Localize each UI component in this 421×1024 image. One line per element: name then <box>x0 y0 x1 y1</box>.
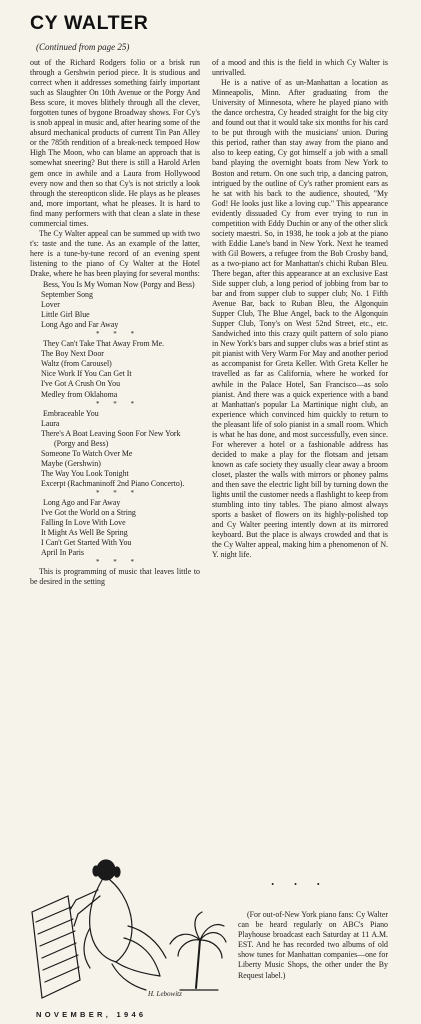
song-title: Someone To Watch Over Me <box>41 448 133 458</box>
song-list <box>30 280 200 567</box>
song-title: Long Ago and Far Away <box>41 320 119 330</box>
radio-note-text: (For out-of-New York piano fans: Cy Walter can be heard regularly on ABC's Piano Playhouse broadcast each Saturday at 11 A.M. EST. And he has recorded two albums of old show tunes for Manhattan companies—one for Liberty Music Shops, the other under the By Request label.) <box>238 910 388 980</box>
pianist-caricature-illustration <box>28 830 228 1000</box>
illustrator-signature: H. Lebowitz <box>148 990 182 998</box>
song-title: Maybe (Gershwin) <box>41 458 101 468</box>
song-separator: * * * <box>96 330 140 339</box>
song-separator: * * * <box>96 399 140 408</box>
song-title: The Way You Look Tonight <box>41 468 129 478</box>
song-title: Laura <box>41 418 60 428</box>
right-separator: • • • <box>271 880 329 889</box>
left-column <box>30 58 200 856</box>
song-title: It Might As Well Be Spring <box>41 528 128 538</box>
issue-date-footer: NOVEMBER, 1946 <box>36 1010 147 1019</box>
song-title: I've Got A Crush On You <box>41 379 121 389</box>
song-title: They Can't Take That Away From Me. <box>43 339 165 349</box>
song-title: Bess, You Is My Woman Now (Porgy and Bess) <box>43 280 195 290</box>
right-paragraph-1: of a mood and this is the field in which Cy Walter is unrivalled. <box>212 58 388 78</box>
song-title: Little Girl Blue <box>41 310 90 320</box>
song-title: I've Got the World on a String <box>41 507 136 517</box>
song-title: Embraceable You <box>43 408 99 418</box>
song-separator: * * * <box>96 558 140 567</box>
left-paragraph-2: The Cy Walter appeal can be summed up with two t's: taste and the tune. As an example of the latter, here is a tune-by-tune record of an evening spent listening to the piano of Cy Walter at the Hotel Drake, where he has been playing for several months: <box>30 228 200 278</box>
radio-note <box>238 910 388 981</box>
song-title: September Song <box>41 290 93 300</box>
song-title: I Can't Get Started With You <box>41 538 132 548</box>
song-title: Falling In Love With Love <box>41 518 126 528</box>
song-title: April In Paris <box>41 548 84 558</box>
song-group-3 <box>30 409 200 489</box>
song-title: Medley from Oklahoma <box>41 389 118 399</box>
song-title: The Boy Next Door <box>41 349 104 359</box>
left-paragraph-1: out of the Richard Rodgers folio or a brisk run through a Gershwin period piece. It is studious and correct when it addresses something fairly important such as Slaughter On 10th Avenue or the Porgy And Bess score, it moves blithely through all the clever, forgotten tunes of bygone Broadway shows. For Cy's is snob appeal in music and, after hearing some of the absurd mechanical products of current Tin Pan Alley or the 785th rendition of a break-neck tempoed How High The Moon, who can blame an approach that is somewhat sneering? But there is still a Harold Arlen gem once in awhile and a Laura from Hollywood every now and then so that Cy's is not strictly a look through the stereopticon slide. He plays as he pleases and, more important, what he pleases. It is hard to find many performers with that clean a slate in these commercial times. <box>30 58 200 228</box>
song-group-1 <box>30 280 200 330</box>
song-separator: * * * <box>96 488 140 497</box>
song-group-4 <box>30 498 200 558</box>
right-paragraph-2: He is a native of as un-Manhattan a location as Minneapolis, Minn. After graduating from the University of Minnesota, where he played piano with the dance orchestra, Cy headed straight for the big city and found out that it would take six months for his card to be put through with the musicians' union. During this period, rather than stay away from the piano and also to keep eating, Cy got himself a job with a small band playing the overnight boats from New York to Boston and return. On one such trip, a dancing patron, intrigued by the outline of Cy's rather promient ears as he sat with his back to the audience, shouted, "My God! He looks just like a loving cup." This appearance evidently dissuaded Cy from ever trying to run in competition with Eddy Duchin or any of the other slick society maestri. So, in 1938, he took a job at the piano with Eddie Lane's band in New York. Next he teamed with Gil Bowers, a refugee from the Bob Crosby band, as a two-piano act for Manhattan's chichi Ruban Bleu. There began, after this appearance at an exclusive East Side supper club, a long period of jobbing from bar to bar and from supper club to supper club; No. 1 Fifth Avenue Bar, back to Ruban Bleu, the Algonquin Supper Club, The Blue Angel, back to the Algonquin Supper Club, Tony's on West 52nd Street, etc., etc. Sandwiched into this crazy quilt pattern of solo piano in New York's bars and supper clubs was a brief stint as pit pianist with Very Warm For May and another period as accompanist for Greta Keller. With Greta Keller he travelled as far as California, where he worked for awhile in the Palace Hotel, San Francisco—as solo pianist. And there was a quick experience with a band at Manhattan's popular La Martinique night club, an experience which convinced him quickly to return to the pleasant life of solo pianist in a small room. Which is what he has done, and most successfully, even since. For wherever a hotel or a fashionable address has decided to make a play for the flotsam and jetsam known as cafe society they usually clear away a broom closet, plaster the walls with mirrors or phoney palms and then save the electric light bill by turning down the lights until the customer needs a flashlight to keep from stumbling into tiny tables. The piano almost always sports a basket of flowers on its highly-polished top and Cy Walter peering intently down at its mirrored keyboard. But the place is always crowded and that is the Cy Walter appeal, making him a phenomenon of N. Y. night life. <box>212 78 388 560</box>
song-title: There's A Boat Leaving Soon For New York (Porgy and Bess) <box>41 428 181 448</box>
right-column <box>212 58 388 858</box>
song-title: Nice Work If You Can Get It <box>41 369 132 379</box>
left-closing-paragraph: This is programming of music that leaves little to be desired in the setting <box>30 567 200 587</box>
song-title: Long Ago and Far Away <box>43 497 121 507</box>
song-title: Lover <box>41 300 60 310</box>
article-headline: CY WALTER <box>30 12 149 34</box>
song-title: Waltz (from Carousel) <box>41 359 112 369</box>
continued-note: (Continued from page 25) <box>36 42 130 52</box>
song-group-2 <box>30 339 200 399</box>
song-title: Excerpt (Rachmaninoff 2nd Piano Concerto). <box>41 478 185 488</box>
